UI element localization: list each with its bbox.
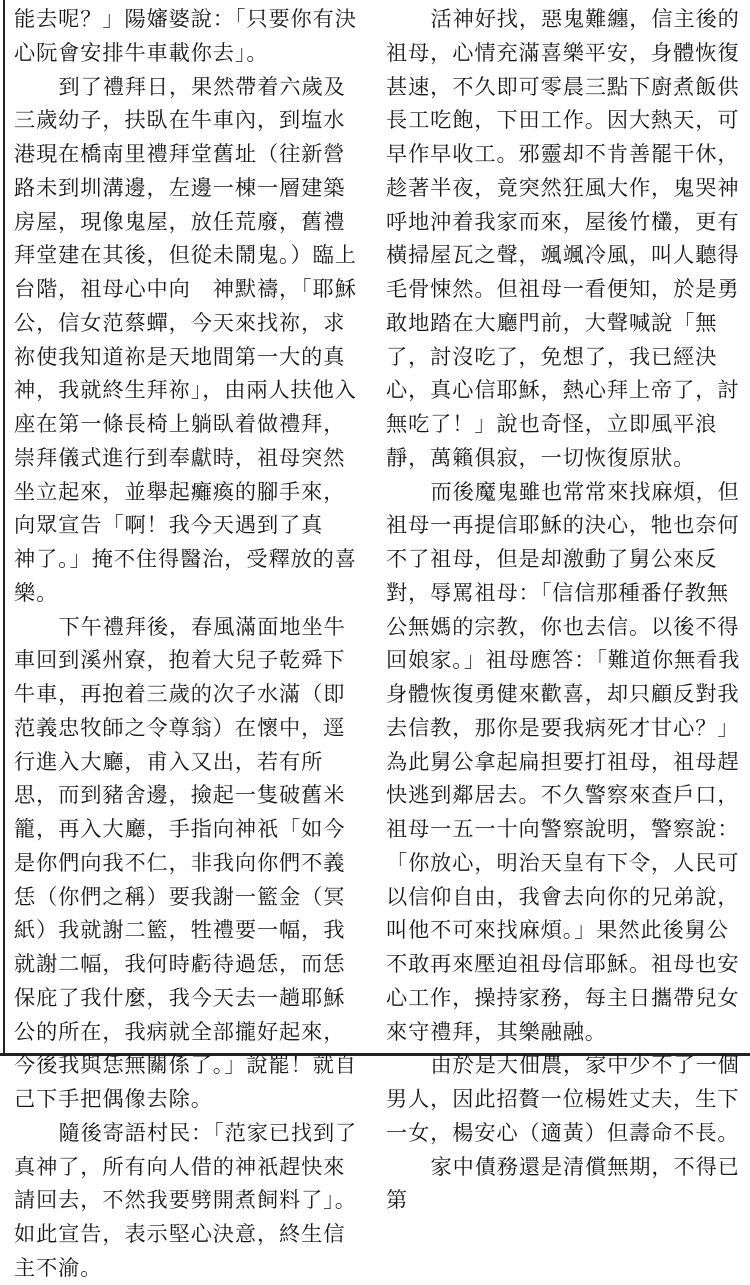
paragraph-village-declaration: 隨後寄語村民：「范家已找到了真神了，所有向人借的神祇趕快來請回去，不然我要劈開煮飼料了」。如此宣告，表示堅心決意，終生信主不渝。	[14, 1119, 358, 1280]
paragraph-spiritual-attack: 活神好找，惡鬼難纏，信主後的祖母，心情充滿喜樂平安，身體恢復甚速，不久即可零晨三點下廚煮飯供長工吃飽，下田工作。因大熱天，可早作早收工。邪靈却不肯善罷干休，趁著半夜，竟突然狂風大作，鬼哭神呼地沖着我家而來，屋後竹欉，更有橫掃屋瓦之聲，颯颯冷風，叫人聽得毛骨悚然。但祖母一看便知，於是勇敢地踏在大廳門前，大聲喊說「無了，討沒吃了，免想了，我已經決心，真心信耶穌，熱心拜上帝了，討無吃了！」說也奇怪，立即風平浪靜，萬籟俱寂，一切恢復原狀。	[386, 6, 740, 470]
right-text-column	[386, 2, 748, 1217]
left-text-column	[14, 2, 368, 1285]
paragraph-continuation: 能去呢？」陽嬸婆說：「只要你有決心阮會安排牛車載你去」。	[14, 6, 357, 65]
paragraph-sunday-worship: 到了禮拜日，果然帶着六歲及三歲幼子，扶臥在牛車內，到塩水港現在橋南里禮拜堂舊址（往新營路未到圳溝邊，左邊一棟一層建築房屋，現像鬼屋，放任荒廢，舊禮拜堂建在其後，但從未鬧鬼。）臨上台階，祖母心中向 神默禱，「耶穌公，信女范蔡蟬，今天來找祢，求祢使我知道祢是天地間第一大的真 神，我就終生拜祢」，由兩人扶他入座在第一條長椅上躺臥着做禮拜，崇拜儀式進行到奉獻時，祖母突然坐立起來，並舉起癱瘓的腳手來，向眾宣告「啊！我今天遇到了真 神了。」掩不住得醫治，受釋放的喜樂。	[14, 73, 368, 605]
paragraph-removing-idols: 下午禮拜後，春風滿面地坐牛車回到溪州寮，抱着大兒子乾舜下牛車，再抱着三歲的次子水滿（即范義忠牧師之令尊翁）在懷中，逕行進入大廳，甫入又出，若有所思，而到豬舍邊，撿起一隻破舊米籠，再入大廳，手指向神祇「如今是你們向我不仁，非我向你們不義恁（你們之稱）要我謝一籃金（冥紙）我就謝二籃，牲禮要一幅，我就謝二幅，我何時虧待過恁，而恁保庇了我什麼，我今天去一趟耶穌公的所在，我病就全部攏好起來，今後我與恁無關係了。」說罷！就自己下手把偶像去除。	[14, 613, 357, 1111]
paragraph-second-husband: 由於是大佃農，家中少不了一個男人，因此招贅一位楊姓丈夫，生下一女，楊安心（適黃）但壽命不長。	[386, 1052, 740, 1145]
left-border-line	[3, 0, 5, 1056]
paragraph-debt: 家中債務還是清償無期，不得已第	[386, 1153, 740, 1213]
paragraph-uncle-opposition: 而後魔鬼雖也常常來找麻煩，但祖母一再提信耶穌的決心，牠也奈何不了祖母，但是却激動了舅公來反對，辱罵祖母：「信信那種番仔教無公無媽的宗教，你也去信。以後不得回娘家。」祖母應答：「難道你無看我身體恢復勇健來歡喜，却只顧反對我去信教，那你是要我病死才甘心？」為此舅公拿起扁担要打祖母，祖母趕快逃到鄰居去。不久警察來查戶口，祖母一五一十向警察說明，警察說：「你放心，明治天皇有下令，人民可以信仰自由，我會去向你的兄弟說，叫他不可來找麻煩。」果然此後舅公不敢再來壓迫祖母信耶穌。祖母也安心工作，操持家務，每主日攜帶兒女來守禮拜，其樂融融。	[386, 478, 741, 1044]
